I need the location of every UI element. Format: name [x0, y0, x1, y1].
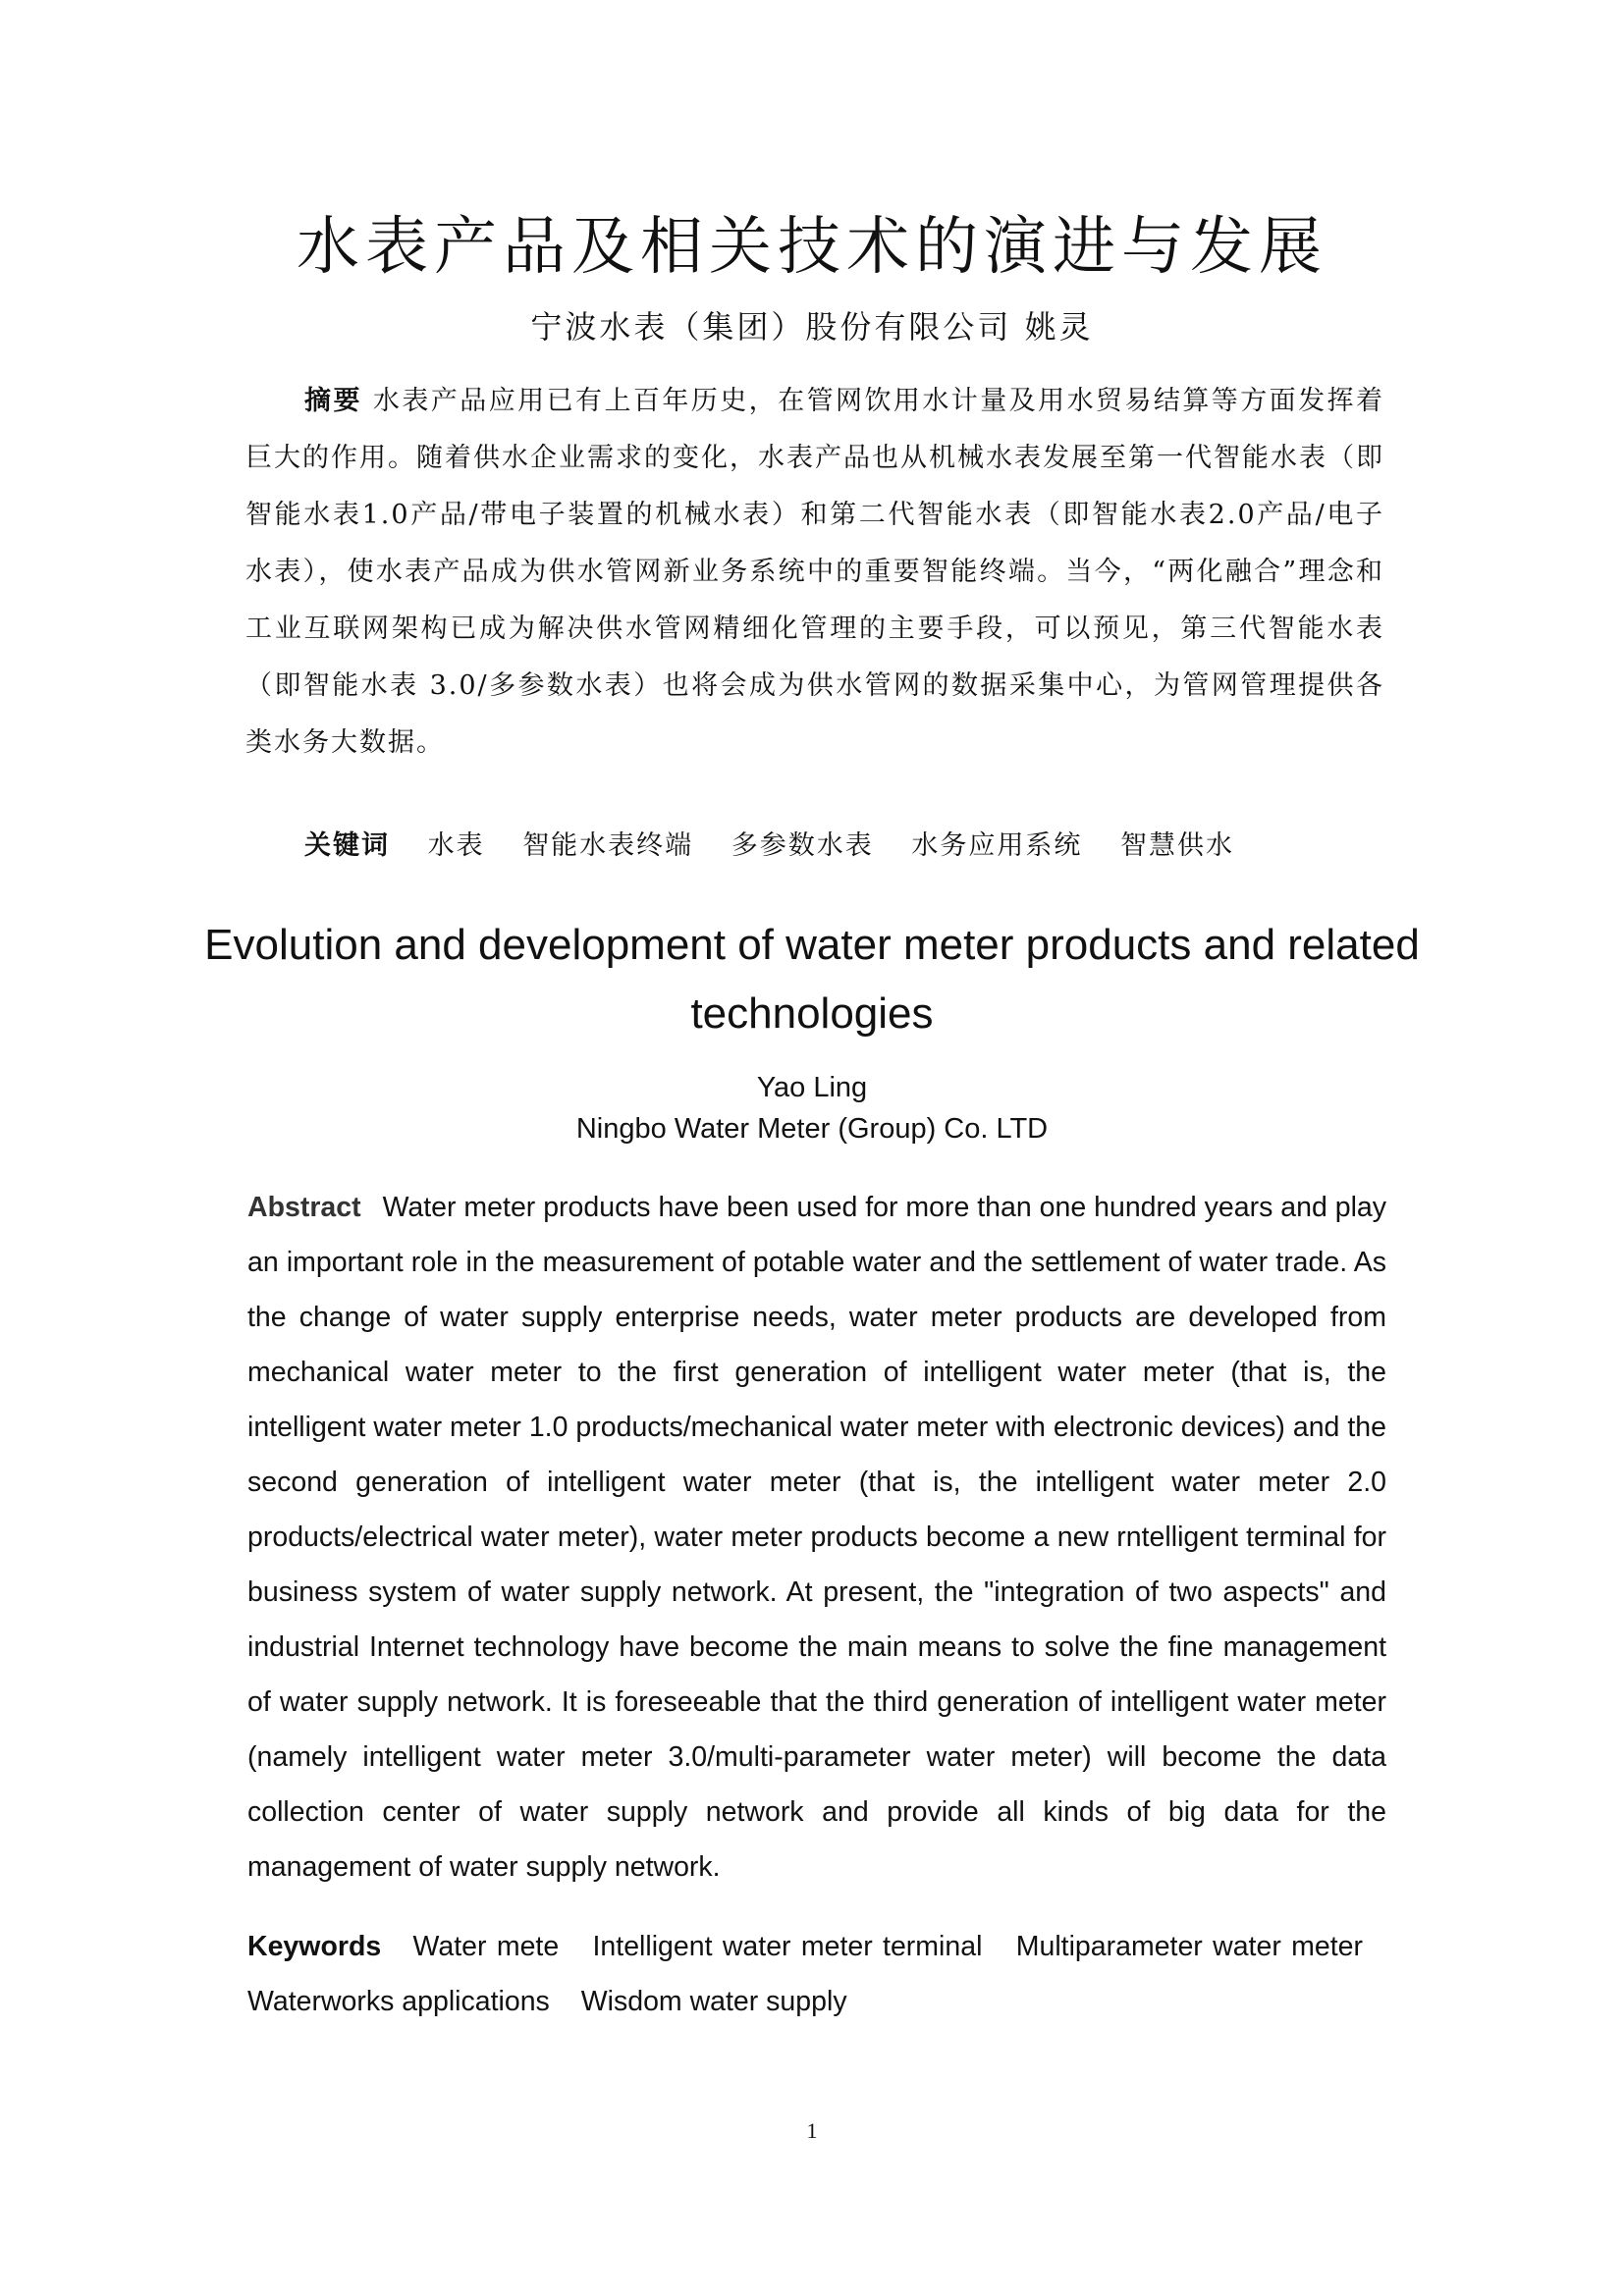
chinese-abstract-label: 摘要 — [304, 386, 362, 416]
english-keywords-label: Keywords — [247, 1931, 382, 1962]
chinese-abstract-text: 水表产品应用已有上百年历史，在管网饮用水计量及用水贸易结算等方面发挥着巨大的作用。随着供水企业需求的变化，水表产品也从机械水表发展至第一代智能水表（即智能水表1.0产品/带电子装置的机械水表）和第二代智能水表（即智能水表2.0产品/电子水表），使水表产品成为供水管网新业务系统中的重要智能终端。当今，“两化融合”理念和工业互联网架构已成为解决供水管网精细化管理的主要手段，可以预见，第三代智能水表（即智能水表 3.0/多参数水表）也将会成为供水管网的数据采集中心，为管网管理提供各类水务大数据。 — [245, 386, 1384, 758]
english-keyword: Waterworks applications — [247, 1986, 550, 2017]
english-keyword: Water mete — [412, 1931, 560, 1962]
page-number: 1 — [806, 2118, 818, 2143]
english-abstract-text: Water meter products have been used for more than one hundred years and play an important role in the measurement of potable water and the settlement of water trade. As the change of water supply enterprise needs, water meter products are developed from mechanical water meter to the first generation of intelligent water meter (that is, the intelligent water meter 1.0 products/mechanical water meter with electronic devices) and the second generation of intelligent water meter (that is, the intelligent water meter 2.0 products/electrical water meter), water meter products become a new rntelligent terminal for business system of water supply network. At present, the "integration of two aspects" and industrial Internet technology have become the main means to solve the fine management of water supply network. It is foreseeable that the third generation of intelligent water meter (namely intelligent water meter 3.0/multi-parameter water meter) will become the data collection center of water supply network and provide all kinds of big data for the management of water supply network. — [247, 1192, 1387, 1883]
chinese-keywords-label: 关键词 — [304, 830, 390, 861]
chinese-keyword: 多参数水表 — [731, 830, 874, 861]
english-abstract-label: Abstract — [247, 1192, 361, 1223]
english-abstract — [247, 1180, 1386, 1895]
chinese-keyword: 智能水表终端 — [522, 830, 694, 861]
english-author: Yao Ling — [756, 1072, 868, 1103]
chinese-keyword: 水表 — [427, 830, 485, 861]
chinese-keywords — [304, 827, 1384, 866]
chinese-title: 水表产品及相关技术的演进与发展 — [297, 211, 1327, 284]
chinese-affiliation-author: 宁波水表（集团）股份有限公司 姚灵 — [530, 308, 1094, 346]
chinese-keyword: 水务应用系统 — [911, 830, 1083, 861]
english-keyword: Intelligent water meter terminal — [592, 1931, 983, 1962]
english-keyword: Multiparameter water meter — [1015, 1931, 1363, 1962]
english-affiliation: Ningbo Water Meter (Group) Co. LTD — [575, 1113, 1049, 1145]
chinese-keyword: 智慧供水 — [1119, 830, 1234, 861]
english-title: Evolution and development of water meter products and related technologies — [204, 921, 1420, 1038]
chinese-abstract — [245, 373, 1384, 772]
english-keywords — [247, 1919, 1386, 2029]
english-keyword: Wisdom water supply — [580, 1986, 847, 2017]
